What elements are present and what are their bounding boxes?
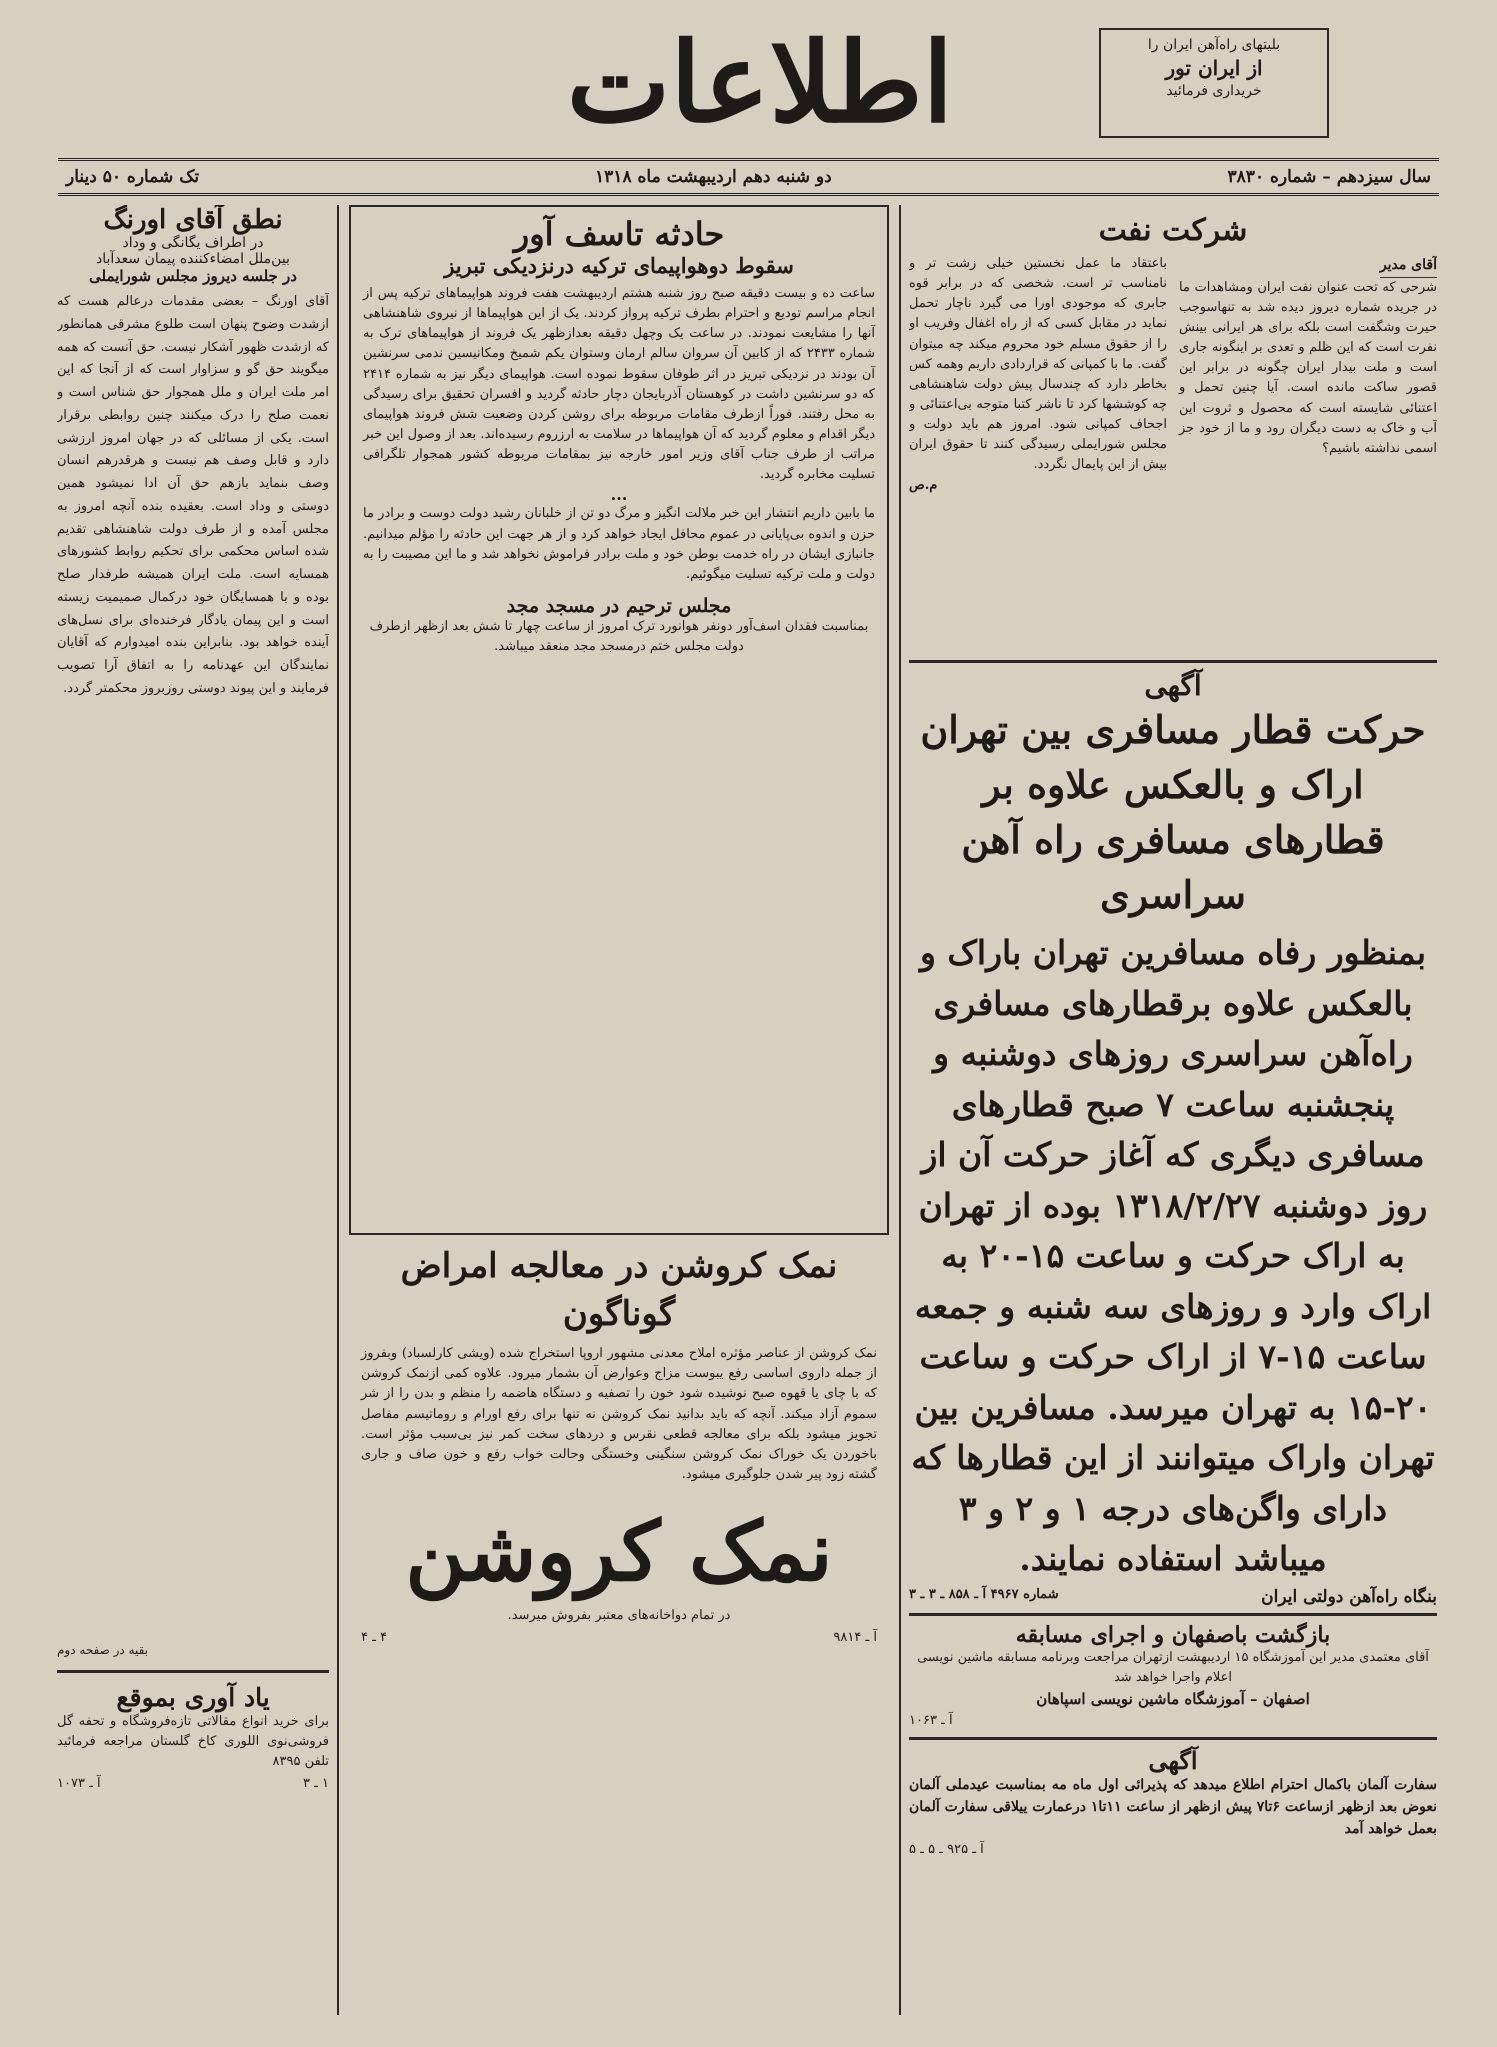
ad-label: آگهی bbox=[1144, 669, 1202, 702]
issue-price: تک شماره ۵۰ دینار bbox=[66, 167, 200, 187]
reminder-title: یاد آوری بموقع bbox=[116, 1682, 270, 1712]
section-rule bbox=[909, 1613, 1437, 1616]
salt-number-2: ۴ ـ ۴ bbox=[361, 1629, 388, 1645]
ad-number: شماره ۴۹۶۷ آ ـ ۸۵۸ ـ ۳ ـ ۳ bbox=[909, 1586, 1059, 1602]
notice-number: آ ـ ۹۲۵ ـ ۵ ـ ۵ bbox=[909, 1842, 984, 1858]
salt-numbers bbox=[361, 1630, 877, 1645]
salt-ad bbox=[349, 1235, 889, 1653]
speech-continued: بقیه در صفحه دوم bbox=[57, 1643, 149, 1657]
salt-title: نمک کروشن در معالجه امراض گوناگون bbox=[400, 1246, 838, 1334]
notice-body: سفارت آلمان باکمال احترام اطلاع میدهد که پذیرائی اول ماه مه بمناسبت عیدملی آلمان نعوض بعد ازظهر ازساعت ۶تا۷ پیش ازظهر از ساعت ۱۱تا۱ درعمارت ییلاقی سفارت آلمان بعمل خواهد آمد bbox=[909, 1777, 1437, 1837]
mosque-title: مجلس ترحیم در مسجد مجد bbox=[506, 594, 732, 617]
mosque-body: بمناسبت فقدان اسف‌آور دونفر هوانورد ترک امروز از ساعت چهار تا شش بعد ازظهر ازطرف دولت مجلس ختم درمسجد مجد منعقد میباشد. bbox=[369, 618, 869, 655]
accident-body-2: ما بابین داریم انتشار این خبر ملالت انگیز و مرگ دو تن از خلبانان رشید دولت دوست و برادر ما حزن و اندوه بی‌پایانی در عموم محافل ایجاد خواهد کرد و از هر جهت این حادثه را مؤلم میدانیم. جانبازی ایشان در راه خدمت بوطن خود و ملت برادر فراموش نخواهد شد و ما این مصیبت را به دولت و ملت ترکیه تسلیت میگوئیم. bbox=[363, 506, 875, 582]
right-column bbox=[909, 205, 1437, 2015]
school-title: بازگشت باصفهان و اجرای مسابقه bbox=[1015, 1621, 1331, 1648]
oil-signature: م.ص bbox=[909, 477, 938, 493]
accident-subtitle: سقوط دوهواپیمای ترکیه درنزدیکی تبریز bbox=[444, 253, 794, 278]
column-rule bbox=[337, 205, 339, 2015]
column-rule bbox=[899, 205, 901, 2015]
school-number: آ ـ ۱۰۶۳ bbox=[909, 1713, 953, 1729]
school-sign: اصفهان – آموزشگاه ماشین نویسی اسپاهان bbox=[1036, 1689, 1310, 1708]
speech-title: نطق آقای اورنگ bbox=[103, 205, 283, 235]
promo-line-1: بلیتهای راه‌آهن ایران را bbox=[1147, 37, 1281, 53]
section-rule bbox=[909, 1737, 1437, 1740]
salt-footer: در تمام دواخانه‌های معتبر بفروش میرسد. bbox=[507, 1607, 731, 1623]
middle-column bbox=[349, 205, 889, 2015]
reminder-number-2: ۱ ـ ۳ bbox=[302, 1776, 329, 1792]
ad-headline: حرکت قطار مسافری بین تهران اراک و بالعکس علاوه بر قطارهای مسافری راه آهن سراسری bbox=[920, 707, 1426, 918]
speech-body: آقای اورنگ – بعضی مقدمات درعالم هست که ازشدت وضوح پنهان است طلوع مشرقی همانطور که ازشدت ظهور آشکار نیست. حق آنست که همه میگویند حق گو و سزاوار است که از آنجا که این امر ملت ایران و ملل همجوار حق شناس است و نعمت صلح را درک میکنند چنین روابطی برقرار است. یکی از مسائلی که در جهان امروز ارزشی دارد و قابل وصف هم نیست و هرقدرهم انسان وصف بنماید بازهم حق آن ادا نمیشود همین دوستی و وداد است. بعقیده بنده آنچه امروز به مجلس آمده و از طرف دولت شاهنشاهی تقدیم شده اساس محکمی برای تحکیم روابط کشورهای همسایه است. ملت ایران همیشه طرفدار صلح بوده و با همسایگان خود درکمال صمیمیت زیسته است و این پیمان یادگار فرخنده‌ای برای نسل‌های آینده خواهد بود. بنابراین بنده امیدوارم که آقایان نمایندگان این عهدنامه را به اتفاق آرا تصویب فرمایند و این پیوند دوستی روزبروز محکمتر گردد. bbox=[57, 294, 329, 696]
oil-text-b: باعتقاد ما عمل نخستین خیلی زشت تر و نامناسب تر است. شخصی که در برابر قوه جابری که موجودی اورا می گیرد ناچار تحمل نماید در مقابل کسی که از راه اغفال وفریب او را از حقوق مسلم خود محروم میکند چه میتوان گفت. ما با کمپانی که قراردادی داریم وهمه کس بخاطر دارد که چندسال پیش دولت شاهنشاهی چه کوششها کرد تا ناشر کتبا متوجه بی‌اعتنائی و اجحاف کمپانی شود. امروز هم باید دولت و مجلس شورایملی رسیدگی کنند تا حقوق ایران بیش از این پایمال نگردد. bbox=[909, 256, 1167, 473]
oil-text-a: شرحی که تحت عنوان نفت ایران ومشاهدات ما در جریده شماره دیروز دیده شد به تنهاسوجب حیرت وشگفت است بلکه برای هر ایرانی بینش نفرت است که این ظلم و تعدی بر اینگونه جاری است و ملت بیدار ایران چگونه در برابر این قصور ساکت مانده است. آیا چنین تحمل و اعتنائی شایسته است که محصول و ثروت این آب و خاک به دست دیگران رود و ما از خود جز اسمی نداشته باشیم؟ bbox=[1179, 279, 1437, 456]
separator-dots: ... bbox=[610, 485, 628, 505]
salt-number: آ ـ ۹۸۱۴ bbox=[833, 1629, 877, 1645]
dateline bbox=[58, 158, 1439, 196]
reminder-number: آ ـ ۱۰۷۳ bbox=[57, 1776, 101, 1792]
reminder-numbers bbox=[57, 1776, 329, 1791]
issue-date: دو شنبه دهم اردیبهشت ماه ۱۳۱۸ bbox=[595, 167, 832, 187]
ad-body: بمنظور رفاه مسافرین تهران باراک و بالعکس علاوه برقطارهای مسافری راه‌آهن سراسری روزهای دوشنبه و پنجشنبه ساعت ۷ صبح قطارهای مسافری دیگری که آغاز حرکت آن از روز دوشنبه ۱۳۱۸/۲/۲۷ بوده از تهران به اراک حرکت و ساعت ۱۵-۲۰ به اراک وارد و روزهای سه شنبه و جمعه ساعت ۱۵-۷ از اراک حرکت و ساعت ۲۰-۱۵ به تهران میرسد. مسافرین بین تهران واراک میتوانند از این قطارها که دارای واگن‌های درجه ۱ و ۲ و ۳ میباشد استفاده نمایند. bbox=[911, 933, 1435, 1579]
speech-subtitle-1: در اطراف یگانگی و وداد bbox=[122, 235, 264, 251]
speech-subtitle-3: در جلسه دیروز مجلس شورایملی bbox=[89, 267, 297, 285]
ad-footer: بنگاه راه‌آهن دولتی ایران bbox=[1261, 1586, 1437, 1607]
masthead-title: اطلاعات bbox=[566, 18, 954, 147]
issue-number: سال سیزدهم – شماره ۳۸۳۰ bbox=[1227, 167, 1431, 187]
oil-salutation: آقای مدیر bbox=[1380, 255, 1437, 278]
promo-line-2: از ایران تور bbox=[1165, 55, 1263, 80]
speech-subtitle-2: بین‌ملل امضاءکننده پیمان سعدآباد bbox=[96, 251, 290, 267]
section-rule bbox=[57, 1670, 329, 1673]
oil-article bbox=[909, 254, 1437, 654]
ad-footer-row bbox=[909, 1587, 1437, 1607]
left-column bbox=[57, 205, 329, 2015]
promo-line-3: خریداری فرمائید bbox=[1166, 82, 1262, 99]
promo-box bbox=[1099, 28, 1329, 138]
reminder-body: برای خرید انواع مقالاتی تازه‌فروشگاه و تحفه گل فروشی‌نوی اللوری کاخ گلستان مراجعه فرمائید تلفن ۸۳۹۵ bbox=[57, 1713, 329, 1769]
accident-title: حادثه تاسف آور bbox=[513, 215, 725, 253]
section-rule bbox=[909, 660, 1437, 663]
salt-body: نمک کروشن از عناصر مؤثره املاح معدنی مشهور اروپا استخراج شده (ویشی کارلسباد) وبفروز از جمله داروی اساسی رفع یبوست مزاج وعوارض آن بشمار میرود. علاوه کمی ازنمک کروشن که با چای یا قهوه صبح نوشیده شود خون را تصفیه و دستگاه هاضمه را منظم و بدن را از شر سموم آزاد میکند. آنچه که باید بدانید نمک کروشن نه تنها برای رفع اورام و روماتیسم مفاصل تجویز میشود بلکه برای معالجه قطعی نقرس و دردهای سخت کمر نیز بی‌سبب مؤثر است. باخوردن یک خوراک نمک کروشن سنگینی وخستگی وحالت خواب رفع و خون صاف و جاری گشته زود پیر شدن جلوگیری میشود. bbox=[361, 1346, 877, 1483]
school-body: آقای معتمدی مدیر این آموزشگاه ۱۵ اردیبهشت ازتهران مراجعت وبرنامه مسابقه ماشین نویسی اعلام واجرا خواهد شد bbox=[917, 1649, 1429, 1685]
accident-box bbox=[349, 205, 889, 1235]
salt-brand: نمک کروشن bbox=[405, 1504, 833, 1601]
oil-title: شرکت نفت bbox=[1098, 213, 1248, 248]
accident-body: ساعت ده و بیست دقیقه صبح روز شنبه هشتم اردیبهشت هفت فروند هواپیماهای ترکیه پس از انجام مراسم تودیع و احترام بطرف ترکیه پرواز کردند. یک از این هواپیماها از نیروی شاهنشاهی آنها را مشایعت نمودند. در ساعت یک وچهل دقیقه بعدازظهر یک فروند از هواپیماهای ترک به شماره ۲۴۳۳ که از کابین آن سروان سالم ارمان وستوان یکم شمیخ ومکانیسین ندمی سرنشین آن بودند در نزدیکی تبریز در اثر طوفان سقوط نموده است. هواپیمای دیگر نیز به شماره ۲۴۱۴ که دو سرنشین داشت در کوهستان آذربایجان دچار حادثه گردید و افسران تحقیق برای رسیدگی به محل رفتند. فوراً ازطرف مقامات مربوطه برای روشن کردن وضعیت شش فروند هواپیمای دیگر اقدام و معلوم گردید که آن هواپیماها در سلامت به ارزروم رسیده‌اند. بعد از وصول این خبر مراتب از طرف جناب آقای وزیر امور خارجه نیز بمقامات مربوطه کشور همجوار تلگرافی تسلیت مخابره گردید. bbox=[363, 286, 875, 483]
notice-label: آگهی bbox=[1148, 1746, 1198, 1776]
